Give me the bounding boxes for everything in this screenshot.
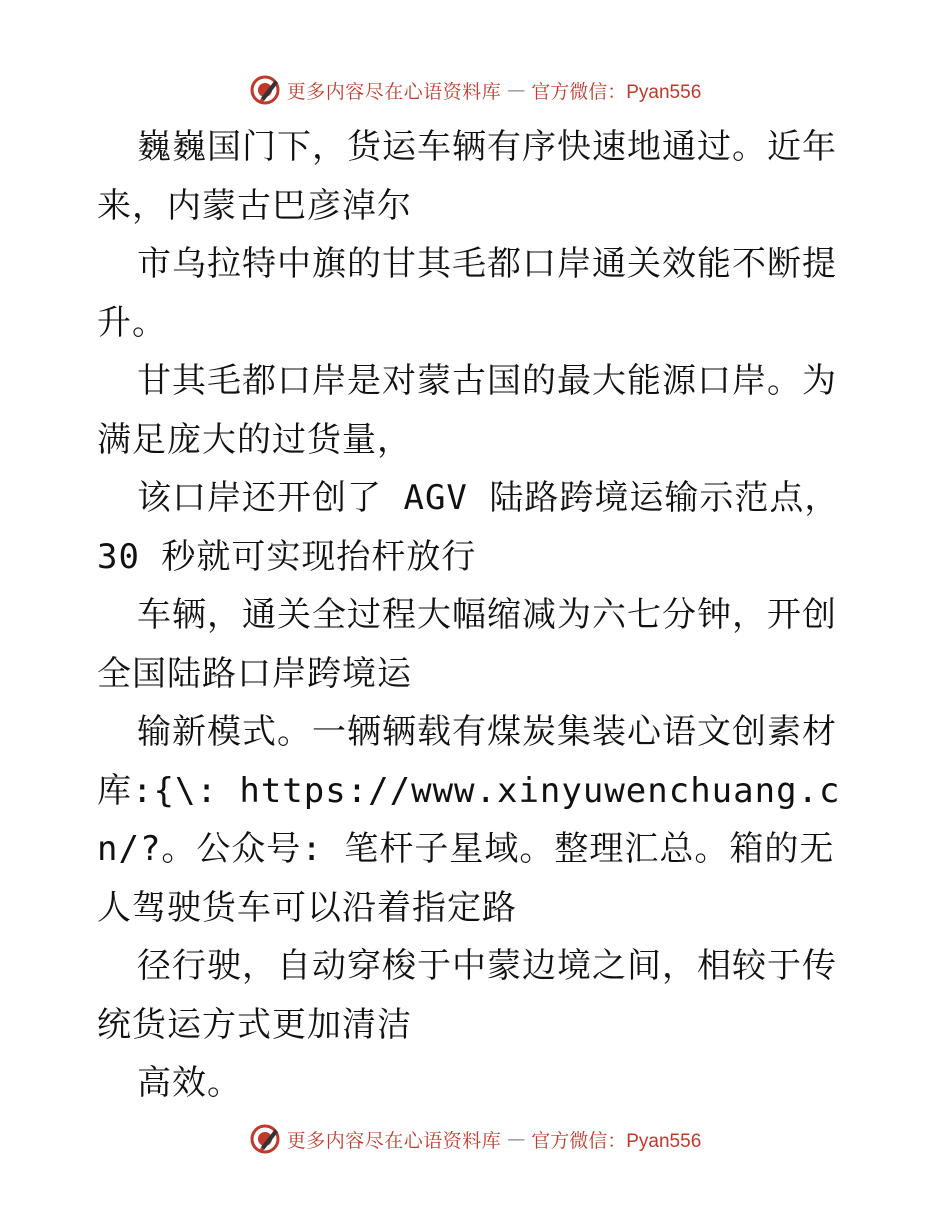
paragraph: 车辆，通关全过程大幅缩减为六七分钟，开创全国陆路口岸跨境运 <box>97 595 837 694</box>
paragraph: 输新模式。一辆辆载有煤炭集装心语文创素材库:{\: https://www.xinyuwenchuang.cn/?。公众号: 笔杆子星域。整理汇总。箱的无人驾驶货车可以沿着指定路 <box>97 712 841 928</box>
header-banner <box>0 70 950 110</box>
paragraph: 甘其毛都口岸是对蒙古国的最大能源口岸。为满足庞大的过货量， <box>97 361 837 460</box>
paragraph: 径行驶，自动穿梭于中蒙边境之间，相较于传统货运方式更加清洁 <box>97 946 837 1045</box>
banner-contact: 官方微信：Pyan556 <box>531 81 702 103</box>
paragraph: 该口岸还开创了 AGV 陆路跨境运输示范点，30 秒就可实现抬杆放行 <box>97 478 840 577</box>
footer-banner <box>0 1119 950 1159</box>
document-body <box>97 118 857 1113</box>
banner-separator: — <box>507 1128 526 1150</box>
banner-text: 更多内容尽在心语资料库 <box>286 80 502 103</box>
pen-seal-logo-icon <box>249 74 281 106</box>
paragraph: 市乌拉特中旗的甘其毛都口岸通关效能不断提升。 <box>97 244 837 343</box>
pen-seal-logo-icon <box>249 1123 281 1155</box>
banner-text: 更多内容尽在心语资料库 <box>286 1129 502 1152</box>
paragraph: 高效。 <box>137 1063 242 1103</box>
banner-contact: 官方微信：Pyan556 <box>531 1130 702 1152</box>
paragraph: 巍巍国门下，货运车辆有序快速地通过。近年来，内蒙古巴彦淖尔 <box>97 127 837 226</box>
banner-separator: — <box>507 79 526 101</box>
